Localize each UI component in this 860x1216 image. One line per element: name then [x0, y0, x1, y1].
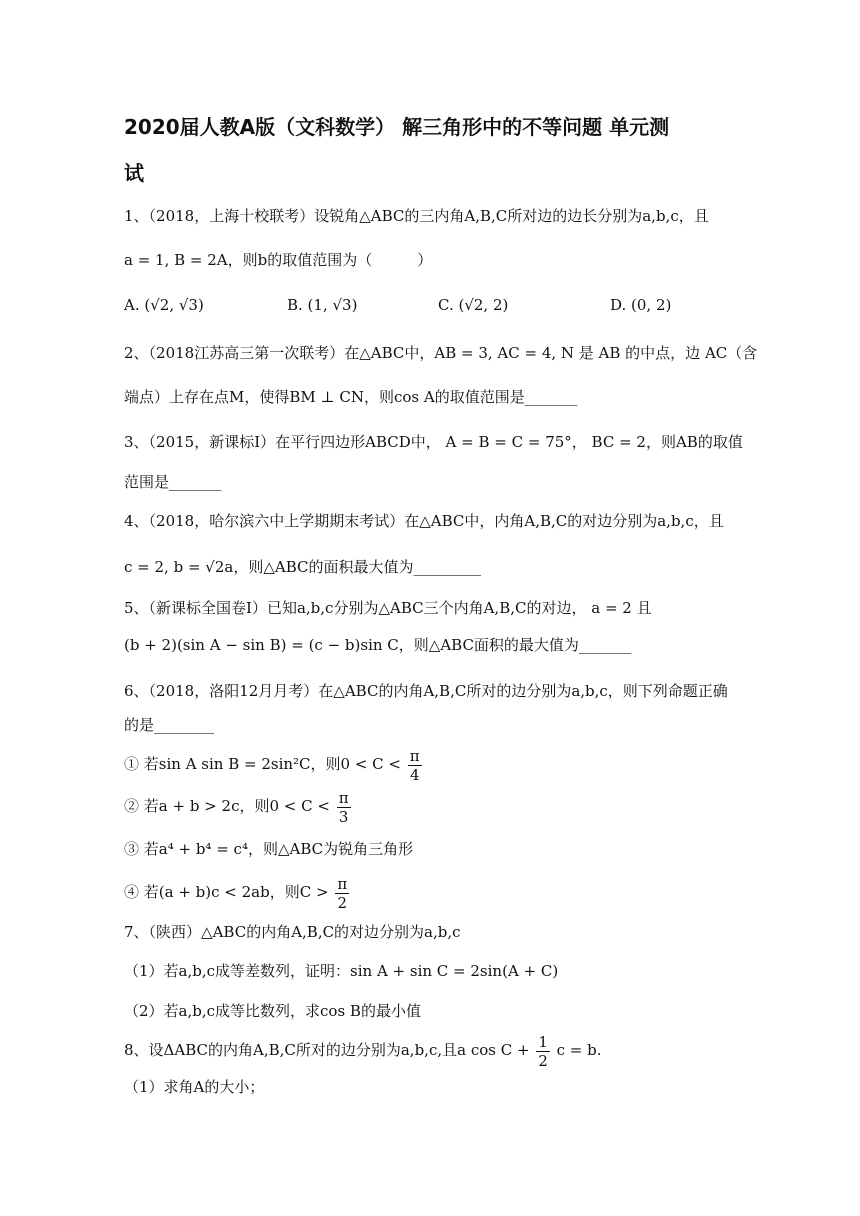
question-1-option-c: C. (√2, 2) [438, 296, 509, 314]
question-2-condition: 端点）上存在点M，使得BM ⊥ CN，则cos A的取值范围是_______ [124, 388, 578, 406]
question-1-option-d: D. (0, 2) [610, 296, 672, 314]
question-5-stem: 5、（新课标全国卷I）已知a,b,c分别为△ABC三个内角A,B,C的对边， a = 2 且 [124, 599, 652, 617]
question-1-condition: a = 1, B = 2A，则b的取值范围为（ ） [124, 251, 433, 269]
fraction-denominator: 2 [538, 1051, 548, 1070]
item-1-text: ① 若sin A sin B = 2sin²C，则0 < C < [124, 755, 401, 773]
question-6-item-3 [124, 838, 736, 860]
fraction-denominator: 2 [337, 893, 348, 912]
question-6-blank: 的是________ [124, 716, 215, 734]
question-7-stem: 7、（陕西）△ABC的内角A,B,C的对边分别为a,b,c [124, 923, 461, 941]
fraction-denominator: 3 [338, 807, 349, 826]
item-2-text: ② 若a + b > 2c，则0 < C < [124, 797, 330, 815]
fraction-denominator: 4 [409, 765, 420, 784]
question-3-stem: 3、（2015，新课标I）在平行四边形ABCD中， A = B = C = 75°， BC = 2，则AB的取值 [124, 433, 743, 451]
question-1-option-a: A. (√2, √3) [124, 296, 204, 314]
question-7-part-1: （1）若a,b,c成等差数列，证明：sin A + sin C = 2sin(A + C) [124, 962, 559, 980]
item-4-text: ④ 若(a + b)c < 2ab，则C > [124, 883, 329, 901]
fraction [337, 789, 351, 826]
question-4-stem: 4、（2018，哈尔滨六中上学期期末考试）在△ABC中，内角A,B,C的对边分别为a,b,c，且 [124, 512, 724, 530]
question-6-item-2 [124, 786, 736, 826]
question-6-item-1 [124, 744, 736, 784]
question-8-part-1: （1）求角A的大小； [124, 1078, 265, 1096]
question-3-blank: 范围是_______ [124, 473, 222, 491]
page-title-line1: 2020届人教A版（文科数学） 解三角形中的不等问题 单元测 [124, 115, 670, 139]
fraction-numerator: π [337, 874, 348, 893]
question-7-part-2: （2）若a,b,c成等比数列，求cos B的最小值 [124, 1002, 421, 1020]
question-2-stem: 2、（2018江苏高三第一次联考）在△ABC中，AB = 3, AC = 4, N 是 AB 的中点，边 AC（含 [124, 344, 758, 362]
fraction [408, 747, 422, 784]
page-title-line2: 试 [124, 161, 144, 185]
item-3-text: ③ 若a⁴ + b⁴ = c⁴，则△ABC为锐角三角形 [124, 840, 414, 858]
question-5-condition: (b + 2)(sin A − sin B) = (c − b)sin C，则△ABC面积的最大值为_______ [124, 636, 632, 654]
fraction-numerator: π [409, 746, 420, 765]
question-8-text-a: 8、设ΔABC的内角A,B,C所对的边分别为a,b,c,且a cos C + [124, 1041, 530, 1059]
fraction [335, 875, 349, 912]
fraction-numerator: 1 [538, 1032, 548, 1051]
fraction-numerator: π [338, 788, 349, 807]
question-8-stem [124, 1030, 736, 1070]
question-4-condition: c = 2, b = √2a，则△ABC的面积最大值为_________ [124, 558, 481, 576]
question-6-stem: 6、（2018，洛阳12月月考）在△ABC的内角A,B,C所对的边分别为a,b,c，则下列命题正确 [124, 682, 728, 700]
question-8-text-b: c = b. [556, 1041, 602, 1059]
fraction [536, 1033, 550, 1070]
question-1-option-b: B. (1, √3) [287, 296, 358, 314]
question-6-item-4 [124, 872, 736, 912]
question-1-stem: 1、（2018，上海十校联考）设锐角△ABC的三内角A,B,C所对边的边长分别为a,b,c，且 [124, 207, 709, 225]
